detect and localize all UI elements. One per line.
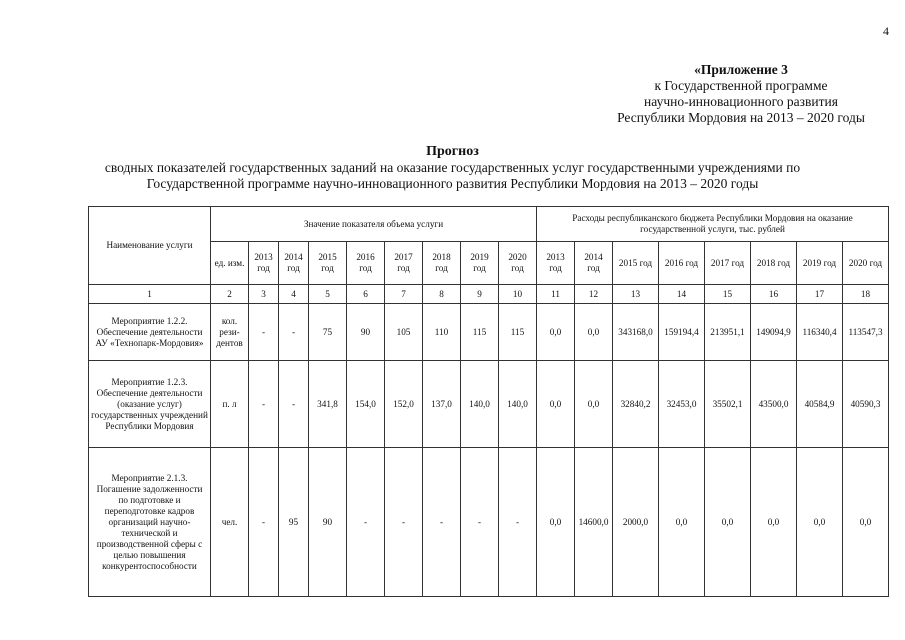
column-number: 1 (89, 285, 211, 304)
subheader-cell: 2013 год (249, 242, 279, 285)
expense-value: 149094,9 (751, 304, 797, 361)
expense-value: 0,0 (537, 304, 575, 361)
expense-value: 159194,4 (659, 304, 705, 361)
table-row (89, 304, 889, 361)
indicator-value: 152,0 (385, 361, 423, 448)
subheader-cell: 2019 год (797, 242, 843, 285)
column-number: 16 (751, 285, 797, 304)
column-number: 10 (499, 285, 537, 304)
indicator-value: 90 (309, 448, 347, 597)
indicator-value: - (347, 448, 385, 597)
column-number: 9 (461, 285, 499, 304)
subheader-cell: 2015 год (309, 242, 347, 285)
indicator-value: 154,0 (347, 361, 385, 448)
indicator-value: - (249, 448, 279, 597)
column-number-row (89, 285, 889, 304)
header-indicator-group: Значение показателя объема услуги (211, 207, 537, 242)
header-expense-group: Расходы республиканского бюджета Республики Мордовия на оказание государственной услуги, тыс. рублей (537, 207, 889, 242)
appendix-line-1: «Приложение 3 (694, 62, 788, 77)
subheader-cell: 2014 год (279, 242, 309, 285)
service-name: Мероприятие 2.1.3. Погашение задолженности по подготовке и переподготовке кадров организаций научно-технической и производственной сферы с целью повышения конкурентоспособности (89, 448, 211, 597)
subheader-cell: 2016 год (659, 242, 705, 285)
column-number: 6 (347, 285, 385, 304)
expense-value: 213951,1 (705, 304, 751, 361)
table-header-row (89, 207, 889, 242)
appendix-line-3: научно-инновационного развития (644, 94, 838, 109)
subheader-cell: 2020 год (499, 242, 537, 285)
service-name: Мероприятие 1.2.2. Обеспечение деятельности АУ «Технопарк-Мордовия» (89, 304, 211, 361)
indicator-value: 95 (279, 448, 309, 597)
expense-value: 0,0 (537, 361, 575, 448)
expense-value: 32453,0 (659, 361, 705, 448)
indicator-value: - (385, 448, 423, 597)
indicator-value: - (279, 361, 309, 448)
expense-value: 32840,2 (613, 361, 659, 448)
service-name: Мероприятие 1.2.3. Обеспечение деятельности (оказание услуг) государственных учреждений Республики Мордовия (89, 361, 211, 448)
subheader-cell: 2014 год (575, 242, 613, 285)
column-number: 13 (613, 285, 659, 304)
document-subtitle-line-2: Государственной программе научно-инновационного развития Республики Мордовия на 2013 – 2020 годы (146, 176, 759, 191)
expense-value: 14600,0 (575, 448, 613, 597)
document-heading (0, 144, 905, 192)
column-number: 12 (575, 285, 613, 304)
expense-value: 43500,0 (751, 361, 797, 448)
indicator-value: - (249, 361, 279, 448)
appendix-line-2: к Государственной программе (654, 78, 828, 93)
appendix-line-4: Республики Мордовия на 2013 – 2020 годы (617, 110, 865, 125)
expense-value: 40590,3 (843, 361, 889, 448)
column-number: 11 (537, 285, 575, 304)
expense-value: 0,0 (537, 448, 575, 597)
subheader-cell: ед. изм. (211, 242, 249, 285)
unit-cell: кол. рези-дентов (211, 304, 249, 361)
indicator-value: 140,0 (499, 361, 537, 448)
expense-value: 0,0 (575, 361, 613, 448)
expense-value: 0,0 (659, 448, 705, 597)
expense-value: 0,0 (751, 448, 797, 597)
subheader-cell: 2019 год (461, 242, 499, 285)
indicator-value: 137,0 (423, 361, 461, 448)
expense-value: 0,0 (843, 448, 889, 597)
expense-value: 116340,4 (797, 304, 843, 361)
column-number: 17 (797, 285, 843, 304)
expense-value: 0,0 (575, 304, 613, 361)
forecast-table (88, 206, 889, 597)
column-number: 14 (659, 285, 705, 304)
table-row (89, 448, 889, 597)
indicator-value: 140,0 (461, 361, 499, 448)
column-number: 3 (249, 285, 279, 304)
subheader-cell: 2020 год (843, 242, 889, 285)
indicator-value: 75 (309, 304, 347, 361)
expense-value: 113547,3 (843, 304, 889, 361)
page-number: 4 (883, 24, 889, 38)
indicator-value: 90 (347, 304, 385, 361)
header-service: Наименование услуги (89, 207, 211, 285)
subheader-cell: 2017 год (705, 242, 751, 285)
indicator-value: - (499, 448, 537, 597)
expense-value: 0,0 (705, 448, 751, 597)
column-number: 8 (423, 285, 461, 304)
indicator-value: 110 (423, 304, 461, 361)
subheader-cell: 2015 год (613, 242, 659, 285)
subheader-cell: 2016 год (347, 242, 385, 285)
document-subtitle-line-1: сводных показателей государственных заданий на оказание государственных услуг государственными учреждениями по (104, 160, 801, 175)
subheader-cell: 2018 год (751, 242, 797, 285)
column-number: 7 (385, 285, 423, 304)
column-number: 4 (279, 285, 309, 304)
unit-cell: п. л (211, 361, 249, 448)
indicator-value: 115 (499, 304, 537, 361)
expense-value: 35502,1 (705, 361, 751, 448)
expense-value: 343168,0 (613, 304, 659, 361)
table-row (89, 361, 889, 448)
indicator-value: 341,8 (309, 361, 347, 448)
indicator-value: 115 (461, 304, 499, 361)
expense-value: 40584,9 (797, 361, 843, 448)
indicator-value: - (279, 304, 309, 361)
indicator-value: - (423, 448, 461, 597)
subheader-cell: 2017 год (385, 242, 423, 285)
column-number: 5 (309, 285, 347, 304)
indicator-value: 105 (385, 304, 423, 361)
expense-value: 0,0 (797, 448, 843, 597)
subheader-cell: 2018 год (423, 242, 461, 285)
column-number: 2 (211, 285, 249, 304)
indicator-value: - (249, 304, 279, 361)
column-number: 18 (843, 285, 889, 304)
indicator-value: - (461, 448, 499, 597)
unit-cell: чел. (211, 448, 249, 597)
column-number: 15 (705, 285, 751, 304)
appendix-block (591, 62, 891, 126)
document-title: Прогноз (426, 144, 479, 159)
expense-value: 2000,0 (613, 448, 659, 597)
subheader-cell: 2013 год (537, 242, 575, 285)
